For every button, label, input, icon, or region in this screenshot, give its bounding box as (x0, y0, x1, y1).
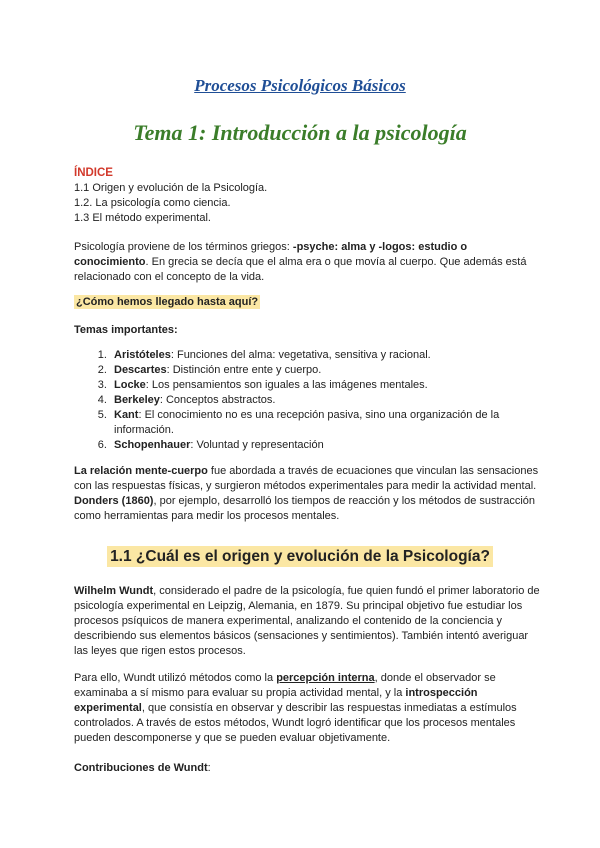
wundt-name: Wilhelm Wundt (74, 585, 154, 597)
index-item: 1.2. La psicología como ciencia. (74, 197, 231, 209)
list-item: 4. Berkeley: Conceptos abstractos. (110, 393, 540, 408)
contrib-heading: Contribuciones de Wundt (74, 762, 208, 774)
index-item: 1.1 Origen y evolución de la Psicología. (74, 182, 268, 194)
section-heading: 1.1 ¿Cuál es el origen y evolución de la Psicología? (107, 546, 493, 567)
list-item: 3. Locke: Los pensamientos son iguales a las imágenes mentales. (110, 378, 540, 393)
document-title: Procesos Psicológicos Básicos (194, 76, 406, 95)
intro-paragraph (74, 240, 540, 285)
contrib-heading-wrap: Contribuciones de Wundt: (74, 762, 211, 774)
donders-term: Donders (1860) (74, 495, 154, 507)
question-line (74, 295, 540, 310)
mindbody-term: La relación mente-cuerpo (74, 465, 208, 477)
list-item: 5. Kant: El conocimiento no es una recepción pasiva, sino una organización de la información. (110, 408, 540, 438)
mindbody-paragraph: La relación mente-cuerpo fue abordada a través de ecuaciones que vinculan las sensaciones con las respuestas físicas, y surgieron métodos experimentales para medir la actividad mental. Donders (1860), por ejemplo, desarrolló los tiempos de reacción y los métodos de sustracción como herramientas para medir los procesos mentales. (74, 465, 539, 522)
introspection-term: introspección experimental (74, 687, 478, 714)
intro-text-2: . En grecia se decía que el alma era o que movía al cuerpo. Que además está relacionado con el concepto de la vida. (74, 256, 527, 283)
section-heading-wrap (0, 548, 600, 566)
topics-heading-wrap (74, 323, 540, 338)
list-item: 2. Descartes: Distinción entre ente y cuerpo. (110, 363, 540, 378)
index-heading: ÍNDICE (74, 167, 113, 179)
list-item: 6. Schopenhauer: Voluntad y representación (110, 438, 540, 453)
topic-title: Tema 1: Introducción a la psicología (133, 120, 467, 145)
intro-etymology: -psyche: alma y -logos: estudio o conocimiento (74, 241, 468, 268)
index-item: 1.3 El método experimental. (74, 212, 211, 224)
methods-paragraph: Para ello, Wundt utilizó métodos como la percepción interna, donde el observador se examinaba a sí mismo para evaluar su propia actividad mental, y la introspección experimental, que consistía en observar y describir las respuestas inmediatas a estímulos controlados. A través de estos métodos, Wundt logró identificar que los procesos mentales pueden descomponerse y que se pueden evaluar objetivamente. (74, 672, 517, 744)
internal-perception-term: percepción interna (276, 672, 375, 684)
topics-list (74, 348, 540, 453)
intro-text: Psicología proviene de los términos griegos: (74, 241, 293, 253)
question-heading: ¿Cómo hemos llegado hasta aquí? (76, 296, 259, 308)
list-item: 1. Aristóteles: Funciones del alma: vegetativa, sensitiva y racional. (110, 348, 540, 363)
index-section (74, 166, 540, 226)
topics-heading: Temas importantes: (74, 324, 178, 336)
wundt-paragraph: Wilhelm Wundt, considerado el padre de la psicología, fue quien fundó el primer laboratorio de psicología experimental en Leipzig, Alemania, en 1879. Su principal objetivo fue estudiar los procesos psíquicos de manera experimental, analizando el contenido de la conciencia y describiendo sus elementos básicos (sensaciones y sentimientos). También intentó averiguar las leyes que rigen estos procesos. (74, 585, 540, 657)
